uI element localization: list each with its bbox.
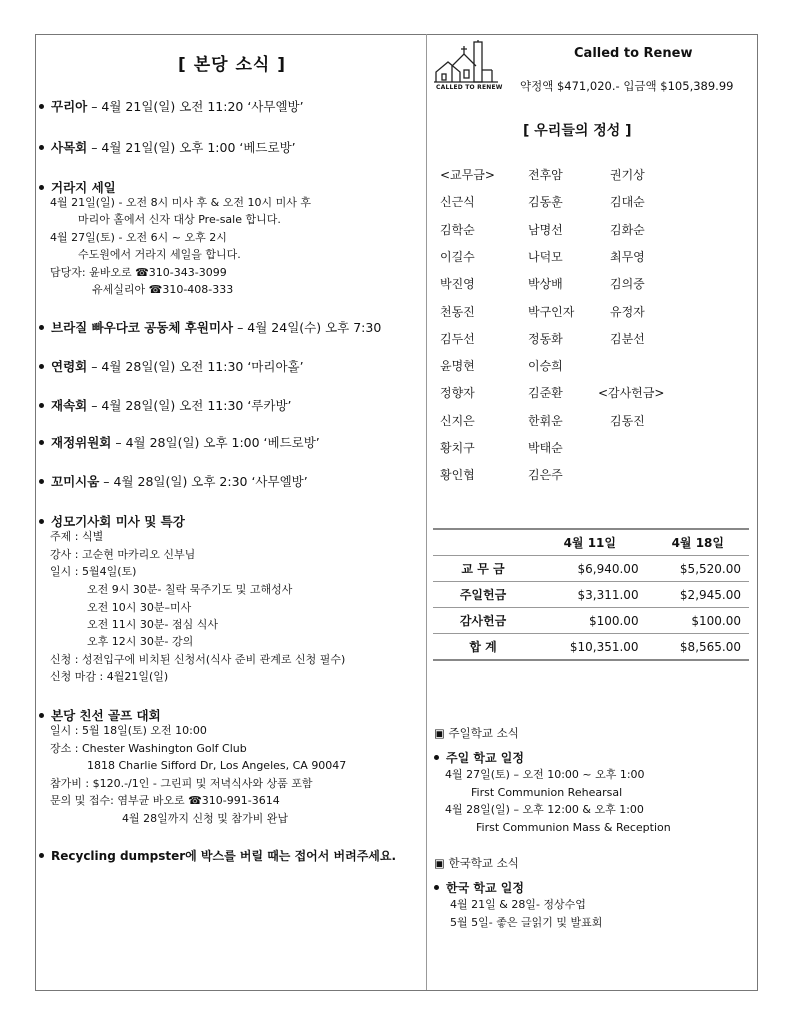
cell-value: $10,351.00: [533, 634, 647, 661]
donor-name: 남명선: [528, 222, 563, 237]
donor-name: 김대순: [610, 195, 645, 210]
item-comitium: 꼬미시움 – 4월 28일(일) 오후 2:30 ‘사무엘방’: [39, 472, 308, 490]
item-curia: 꾸리아 – 4월 21일(일) 오전 11:20 ‘사무엘방’: [39, 97, 304, 115]
offering-table: [433, 528, 749, 661]
donor-name: 김동진: [610, 413, 645, 428]
donor-name: 김학순: [440, 222, 475, 237]
donor-name: 최무영: [610, 249, 645, 264]
sunday-school-line: 4월 28일(일) – 오후 12:00 & 오후 1:00: [445, 803, 644, 816]
korean-school-line: 4월 21일 & 28일- 정상수업: [450, 898, 586, 911]
donor-name: 유정자: [610, 304, 645, 319]
campaign-title: Called to Renew: [574, 46, 693, 61]
seminar-line: 오후 12시 30분- 강의: [87, 635, 194, 648]
item-golf: 본당 친선 골프 대회: [39, 706, 161, 724]
donor-name: 김화순: [610, 222, 645, 237]
donor-name: 나덕모: [528, 249, 563, 264]
korean-school-title: ▣ 한국학교 소식: [434, 856, 519, 870]
garage-line: 담당자: 윤바오로 ☎310-343-3099: [50, 266, 227, 279]
table-row: [433, 608, 749, 634]
item-garage-sale: 거라지 세일: [39, 178, 116, 196]
sunday-school-line: First Communion Rehearsal: [471, 786, 623, 799]
garage-line: 4월 21일(일) - 오전 8시 미사 후 & 오전 10시 미사 후: [50, 196, 311, 209]
donor-name: 윤명현: [440, 359, 475, 374]
donor-name: 이길수: [440, 249, 475, 264]
table-header: [433, 529, 533, 556]
offering-title: [ 우리들의 정성 ]: [523, 123, 632, 139]
church-logo-icon: [434, 40, 498, 102]
golf-line: 1818 Charlie Sifford Dr, Los Angeles, CA 90047: [87, 759, 347, 772]
donor-name: 전후암: [528, 168, 563, 182]
cell-value: $2,945.00: [647, 582, 749, 608]
donor-name: 황치구: [440, 441, 475, 455]
donor-name: 김준환: [528, 386, 563, 401]
seminar-line: 신청 마감 : 4월21일(일): [50, 670, 169, 683]
item-funeral-society: 연령회 – 4월 28일(일) 오전 11:30 ‘마리아홀’: [39, 357, 304, 375]
donor-name: 박구인자: [528, 304, 575, 319]
item-recycling: Recycling dumpster에 박스를 버릴 때는 접어서 버려주세요.: [39, 847, 396, 864]
donor-name: 권기상: [610, 168, 645, 182]
cell-value: $6,940.00: [533, 556, 647, 582]
golf-line: 4월 28일까지 신청 및 참가비 완납: [122, 812, 288, 825]
donor-name: 김분선: [610, 331, 645, 346]
table-header: 4월 11일: [533, 529, 647, 556]
item-knights-seminar: 성모기사회 미사 및 특강: [39, 512, 185, 530]
seminar-line: 강사 : 고순현 마카리오 신부님: [50, 548, 196, 561]
donor-name: 이승희: [528, 359, 563, 374]
row-label: 주일헌금: [433, 582, 533, 608]
table-row-total: [433, 634, 749, 661]
table-header-row: [433, 529, 749, 556]
donor-name: <감사헌금>: [598, 386, 665, 401]
left-title: [ 본당 소식 ]: [178, 55, 286, 75]
item-brazil-mass: 브라질 빠우다코 공동체 후원미사 – 4월 24일(수) 오후 7:30: [39, 318, 381, 336]
garage-line: 마리아 홀에서 신자 대상 Pre-sale 합니다.: [78, 213, 281, 226]
item-secular-order: 재속회 – 4월 28일(일) 오전 11:30 ‘루카방’: [39, 396, 292, 414]
donor-name: 박태순: [528, 441, 563, 455]
donor-name: 김동훈: [528, 195, 563, 210]
seminar-line: 오전 9시 30분- 칠락 묵주기도 및 고해성사: [87, 583, 293, 596]
donor-name: 한휘운: [528, 413, 563, 428]
cell-value: $5,520.00: [647, 556, 749, 582]
seminar-line: 주제 : 식별: [50, 530, 104, 543]
golf-line: 장소 : Chester Washington Golf Club: [50, 742, 247, 755]
cell-value: $8,565.00: [647, 634, 749, 661]
donor-name: 신지은: [440, 413, 475, 428]
called-to-renew-logo: [434, 40, 503, 102]
table-header: 4월 18일: [647, 529, 749, 556]
item-finance-committee: 재정위원회 – 4월 28일(일) 오후 1:00 ‘베드로방’: [39, 433, 320, 451]
donor-name: 천동진: [440, 304, 475, 319]
korean-school-line: 5월 5일- 좋은 글읽기 및 발표회: [450, 916, 603, 929]
donor-name: 김두선: [440, 331, 475, 346]
golf-line: 일시 : 5월 18일(토) 오전 10:00: [50, 724, 207, 737]
garage-line: 수도원에서 거라지 세일을 합니다.: [78, 248, 241, 261]
seminar-line: 오전 11시 30분- 점심 식사: [87, 618, 218, 631]
donor-name: 황인협: [440, 468, 475, 483]
seminar-line: 오전 10시 30분–미사: [87, 601, 192, 614]
row-label: 교 무 금: [433, 556, 533, 582]
logo-text: CALLED TO RENEW: [436, 84, 503, 91]
seminar-line: 일시 : 5월4일(토): [50, 565, 137, 578]
cell-value: $3,311.00: [533, 582, 647, 608]
sunday-school-line: 4월 27일(토) – 오전 10:00 ~ 오후 1:00: [445, 768, 645, 781]
garage-line: 4월 27일(토) - 오전 6시 ~ 오후 2시: [50, 231, 227, 244]
sunday-school-title: ▣ 주일학교 소식: [434, 726, 519, 740]
golf-line: 문의 및 접수: 염부균 바오로 ☎310-991-3614: [50, 794, 280, 807]
donor-name: 박진영: [440, 277, 475, 292]
korean-school-head: 한국 학교 일정: [434, 879, 524, 896]
donor-name: 박상배: [528, 277, 563, 292]
golf-line: 참가비 : $120.-/1인 - 그린피 및 저녁식사와 상품 포함: [50, 777, 313, 790]
donor-name: 김은주: [528, 468, 563, 483]
donor-name: 신근식: [440, 195, 475, 210]
row-label: 합 계: [433, 634, 533, 661]
row-label: 감사헌금: [433, 608, 533, 634]
sunday-school-head: 주일 학교 일정: [434, 749, 524, 766]
seminar-line: 신청 : 성전입구에 비치된 신청서(식사 준비 관계로 신청 필수): [50, 653, 346, 666]
sunday-school-line: First Communion Mass & Reception: [476, 821, 671, 834]
cell-value: $100.00: [533, 608, 647, 634]
donor-name: 정동화: [528, 331, 563, 346]
garage-line: 유세실리아 ☎310-408-333: [92, 283, 234, 296]
donor-name: <교무금>: [440, 168, 495, 182]
column-divider: [426, 34, 427, 990]
item-pastoral-council: 사목회 – 4월 21일(일) 오후 1:00 ‘베드로방’: [39, 138, 296, 156]
table-row: [433, 582, 749, 608]
table-row: [433, 556, 749, 582]
donor-name: 정향자: [440, 386, 475, 401]
campaign-amounts: 약정액 $471,020.- 입금액 $105,389.99: [520, 79, 734, 93]
donor-name: 김의중: [610, 277, 645, 292]
cell-value: $100.00: [647, 608, 749, 634]
